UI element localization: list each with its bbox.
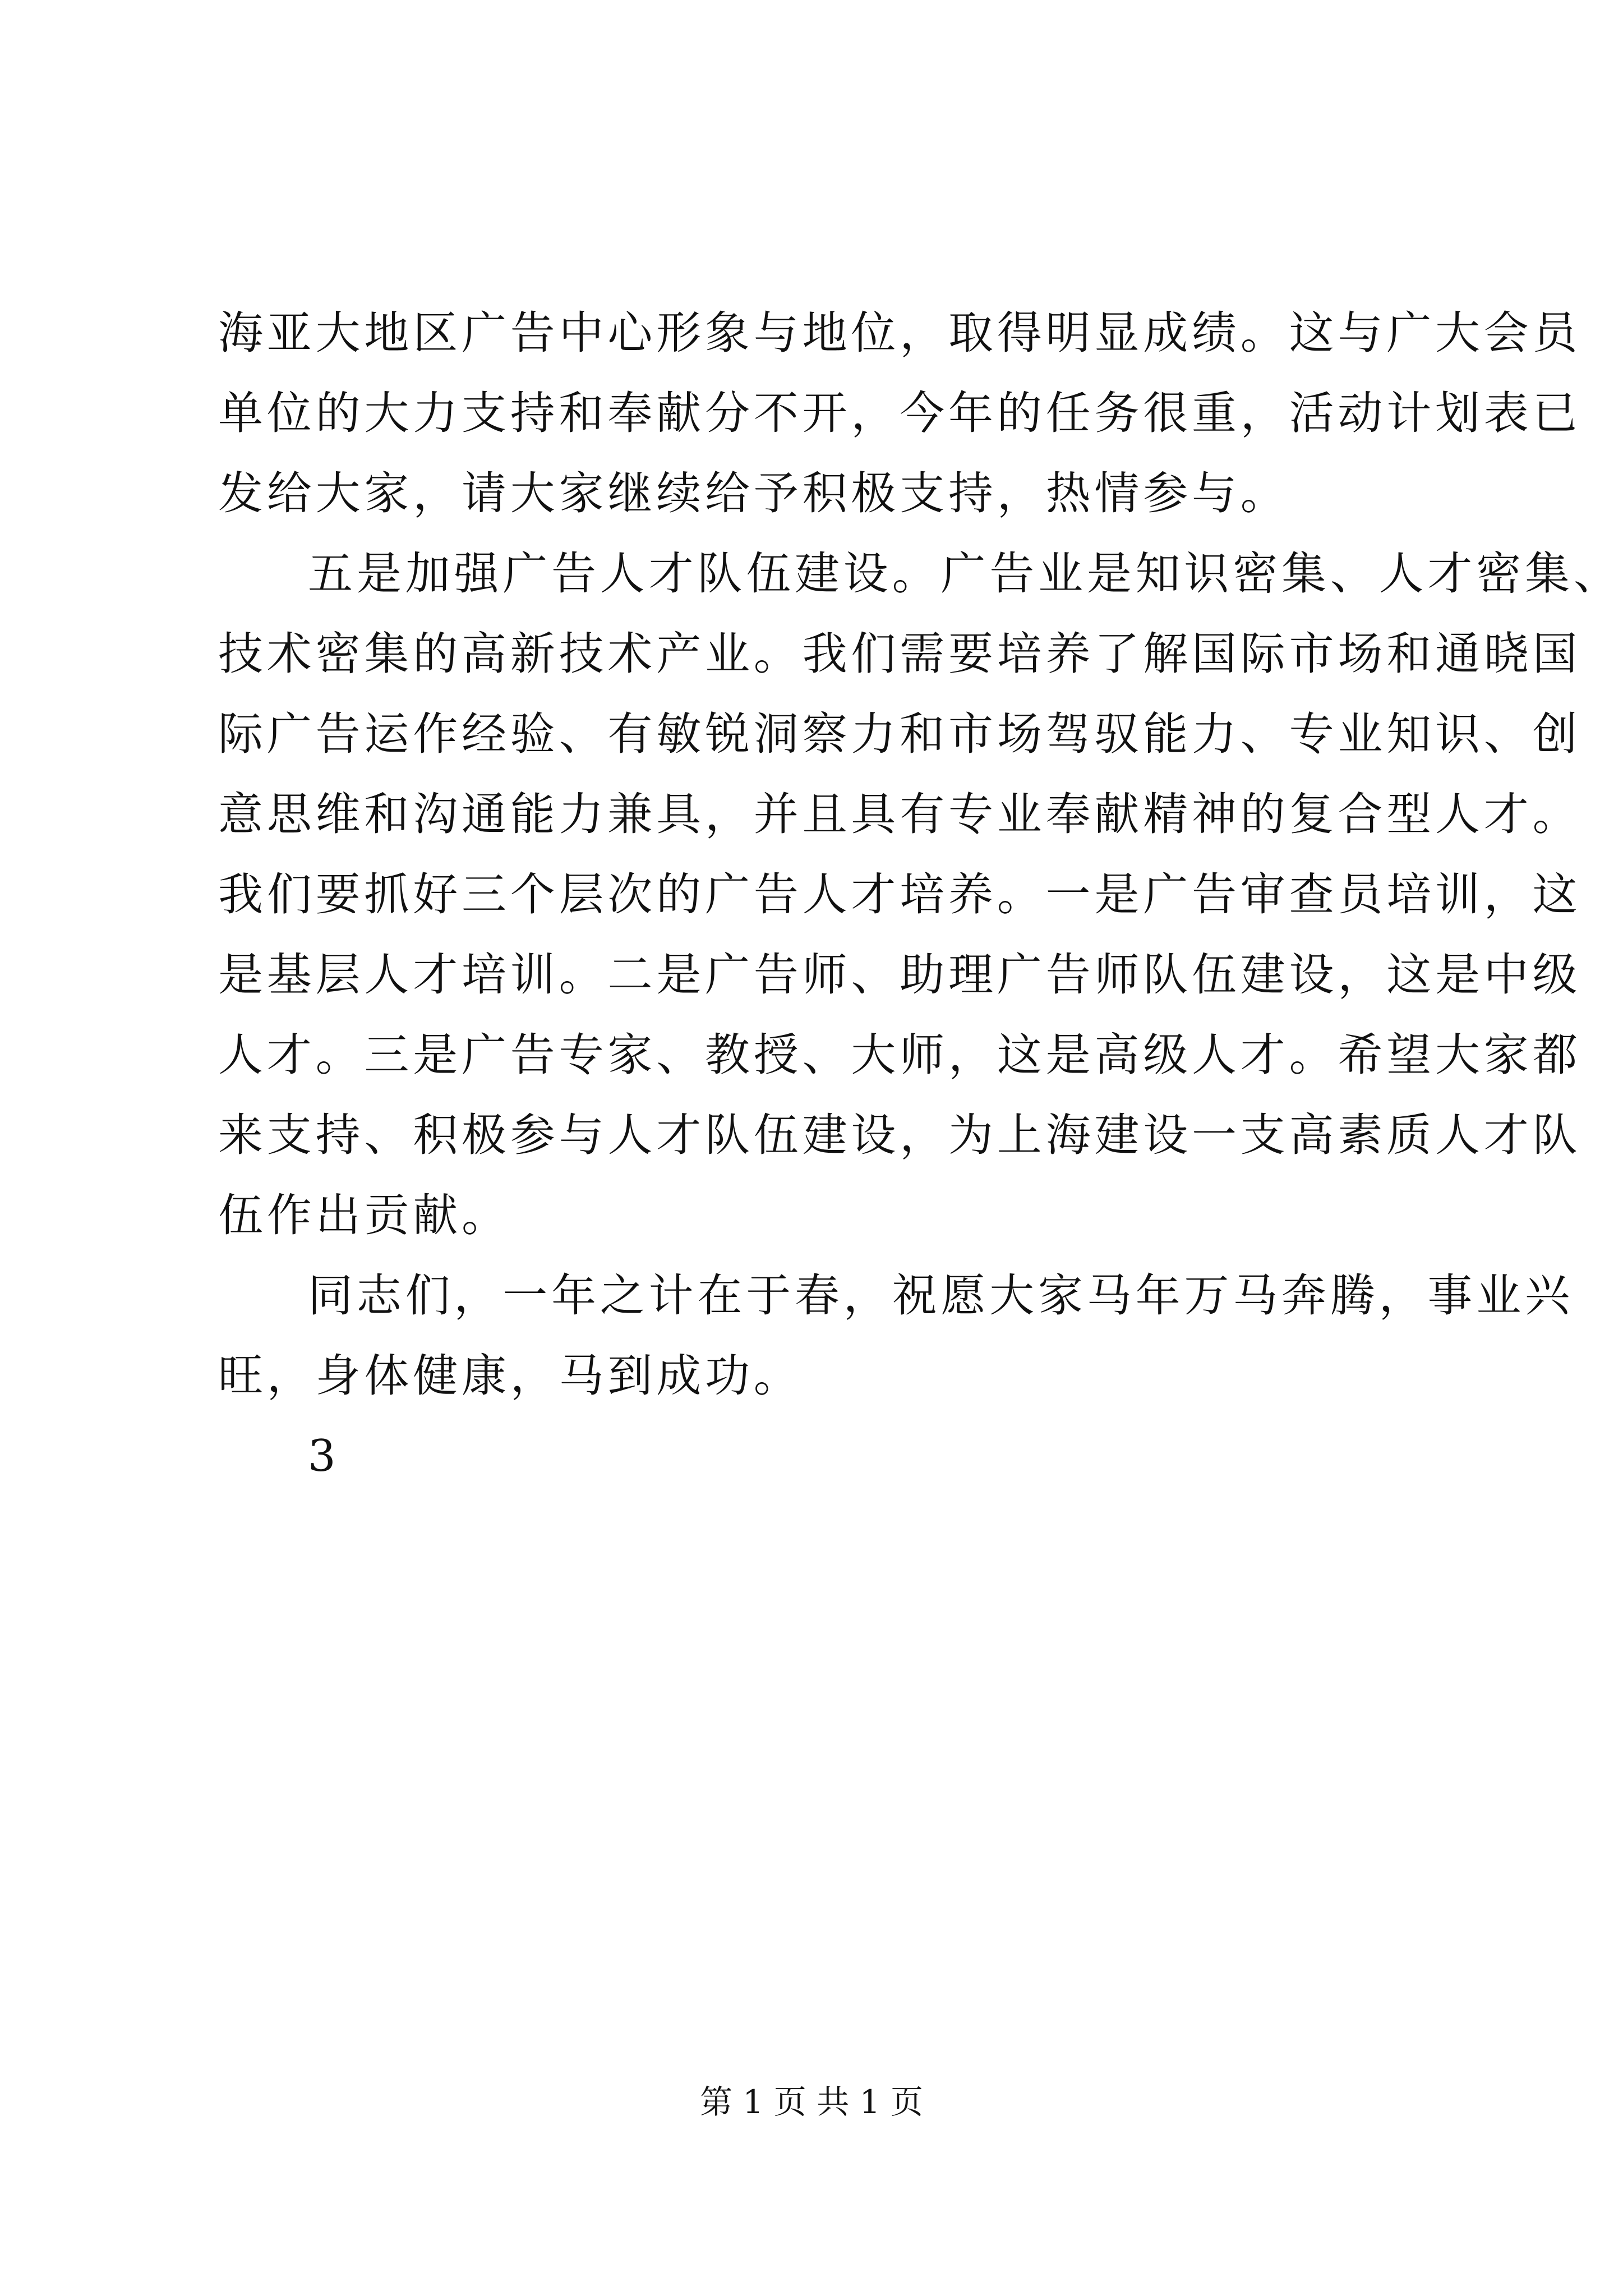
text-line: 伍作出贡献。: [218, 1189, 510, 1241]
text-line: 来支持、积极参与人才队伍建设，为上海建设一支高素质人才队: [218, 1109, 1581, 1161]
text-line: 单位的大力支持和奉献分不开，今年的任务很重，活动计划表已: [218, 387, 1581, 439]
text-line: 旺，身体健康，马到成功。: [218, 1350, 803, 1402]
text-line: 五是加强广告人才队伍建设。广告业是知识密集、人才密集、: [308, 547, 1622, 600]
text-line: 我们要抓好三个层次的广告人才培养。一是广告审查员培训，这: [218, 868, 1581, 921]
text-line: 际广告运作经验、有敏锐洞察力和市场驾驭能力、专业知识、创: [218, 708, 1581, 760]
page-marker: 3: [308, 1431, 336, 1481]
text-line: 人才。三是广告专家、教授、大师，这是高级人才。希望大家都: [218, 1029, 1581, 1081]
text-line: 意思维和沟通能力兼具，并且具有专业奉献精神的复合型人才。: [218, 788, 1581, 840]
text-line: 发给大家，请大家继续给予积极支持，热情参与。: [218, 467, 1289, 519]
text-line: 海亚大地区广告中心形象与地位，取得明显成绩。这与广大会员: [218, 307, 1581, 359]
text-line: 是基层人才培训。二是广告师、助理广告师队伍建设，这是中级: [218, 949, 1581, 1001]
text-line: 同志们，一年之计在于春，祝愿大家马年万马奔腾，事业兴: [308, 1269, 1574, 1322]
page-footer: 第 1 页 共 1 页: [700, 2083, 923, 2121]
text-line: 技术密集的高新技术产业。我们需要培养了解国际市场和通晓国: [218, 628, 1581, 680]
